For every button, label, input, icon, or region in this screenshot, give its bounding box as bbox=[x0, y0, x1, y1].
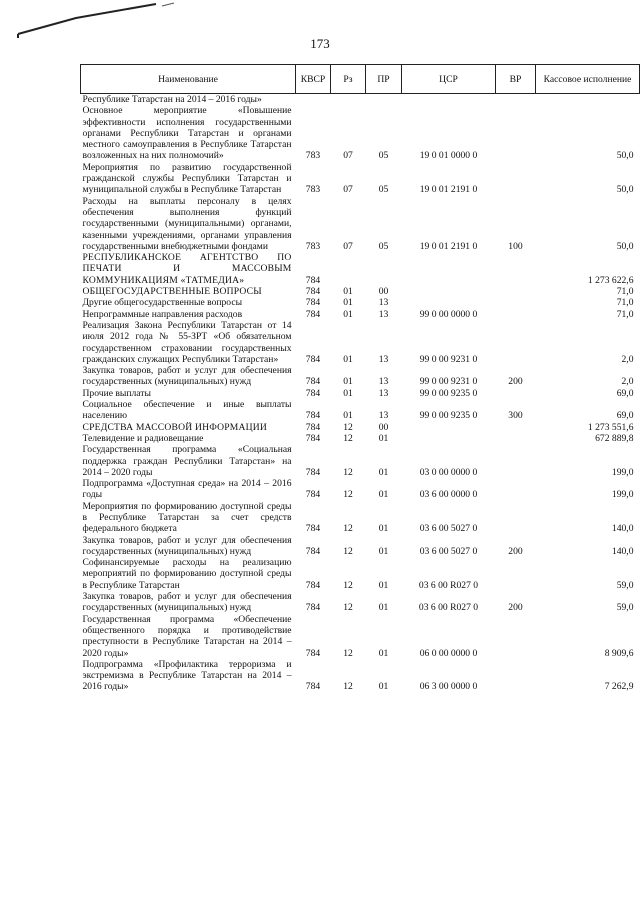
cell-vr bbox=[496, 94, 536, 106]
cell-amount: 8 909,6 bbox=[604, 647, 634, 659]
cell-kvsr: 784 bbox=[305, 308, 321, 320]
table-row bbox=[81, 614, 640, 659]
cell-rz: 12 bbox=[343, 681, 353, 693]
cell-amount: 2,0 bbox=[621, 376, 634, 388]
table-row bbox=[81, 478, 640, 501]
cell-rz: 12 bbox=[343, 489, 353, 501]
cell-rz: 01 bbox=[343, 387, 353, 399]
cell-kvsr: 784 bbox=[305, 602, 321, 614]
cell-name: Другие общегосударственные вопросы bbox=[82, 297, 243, 309]
budget-table bbox=[80, 64, 640, 693]
cell-kvsr: 783 bbox=[305, 184, 321, 196]
cell-kvsr: 784 bbox=[305, 523, 321, 535]
cell-vr bbox=[496, 557, 536, 591]
cell-amount: 50,0 bbox=[616, 150, 634, 162]
cell-vr: 200 bbox=[508, 376, 523, 388]
header-pr: ПР bbox=[366, 65, 402, 94]
table-row bbox=[81, 591, 640, 614]
table-row bbox=[81, 309, 640, 320]
cell-kvsr: 784 bbox=[305, 681, 321, 693]
cell-vr: 200 bbox=[508, 545, 523, 557]
cell-name: Закупка товаров, работ и услуг для обеспечения государственных (муниципальных) нужд bbox=[82, 591, 292, 614]
cell-amount: 50,0 bbox=[616, 240, 634, 252]
cell-vr bbox=[496, 162, 536, 196]
cell-csr: 03 6 00 5027 0 bbox=[419, 545, 478, 557]
header-amount: Кассовое исполнение bbox=[536, 65, 640, 94]
table-row bbox=[81, 94, 640, 106]
table-row bbox=[81, 297, 640, 308]
cell-pr: 00 bbox=[378, 421, 389, 433]
cell-name: Мероприятия по формированию доступной среды в Республике Татарстан за счет средств федерального бюджета bbox=[82, 500, 292, 535]
cell-name: Прочие выплаты bbox=[82, 387, 151, 399]
cell-name: Закупка товаров, работ и услуг для обеспечения государственных (муниципальных) нужд bbox=[82, 365, 292, 388]
cell-rz: 12 bbox=[343, 523, 353, 535]
cell-csr: 06 3 00 0000 0 bbox=[419, 681, 478, 693]
cell-kvsr: 784 bbox=[305, 421, 321, 433]
cell-pr bbox=[366, 252, 402, 286]
cell-csr: 19 0 01 2191 0 bbox=[419, 240, 478, 252]
cell-pr: 13 bbox=[378, 410, 389, 422]
cell-csr bbox=[402, 422, 496, 433]
cell-csr: 99 0 00 0000 0 bbox=[419, 308, 478, 320]
cell-vr bbox=[496, 297, 536, 308]
cell-vr bbox=[496, 501, 536, 535]
cell-rz: 07 bbox=[343, 184, 353, 196]
cell-amount: 1 273 551,6 bbox=[587, 421, 634, 433]
cell-kvsr: 784 bbox=[305, 647, 321, 659]
table-row bbox=[81, 286, 640, 297]
table-row bbox=[81, 196, 640, 252]
scan-artifact-line bbox=[16, 0, 216, 40]
cell-vr bbox=[496, 614, 536, 659]
cell-pr: 01 bbox=[378, 523, 389, 535]
cell-csr bbox=[402, 94, 496, 106]
cell-csr: 03 0 00 0000 0 bbox=[419, 466, 478, 478]
cell-rz: 01 bbox=[343, 297, 353, 309]
cell-pr: 05 bbox=[378, 150, 389, 162]
cell-kvsr bbox=[296, 94, 331, 106]
cell-name: Основное мероприятие «Повышение эффективности исполнения государственными органами Республики Татарстан и органами местного самоуправления в Республике Татарстан возложенных на них полномочий» bbox=[82, 105, 292, 162]
cell-pr: 05 bbox=[378, 240, 389, 252]
cell-rz: 01 bbox=[343, 308, 353, 320]
table-row bbox=[81, 162, 640, 196]
cell-rz: 07 bbox=[343, 240, 353, 252]
cell-pr: 01 bbox=[378, 681, 389, 693]
cell-pr: 01 bbox=[378, 647, 389, 659]
cell-pr: 01 bbox=[378, 579, 389, 591]
cell-amount: 2,0 bbox=[621, 353, 634, 365]
cell-vr bbox=[496, 444, 536, 478]
table-row bbox=[81, 557, 640, 591]
cell-csr: 03 6 00 R027 0 bbox=[418, 602, 479, 614]
cell-kvsr: 784 bbox=[305, 297, 321, 309]
cell-kvsr: 784 bbox=[305, 286, 321, 298]
cell-rz: 12 bbox=[343, 421, 353, 433]
cell-pr: 01 bbox=[378, 545, 389, 557]
cell-name: СРЕДСТВА МАССОВОЙ ИНФОРМАЦИИ bbox=[82, 421, 268, 433]
cell-name: Расходы на выплаты персоналу в целях обеспечения выполнения функций государственными (муниципальными) органами, казенными учреждениями, органами управления государственными внебюджетными фондами bbox=[82, 195, 292, 252]
cell-rz: 12 bbox=[343, 579, 353, 591]
cell-amount: 140,0 bbox=[611, 545, 634, 557]
cell-name: Государственная программа «Обеспечение общественного порядка и противодействие преступности в Республике Татарстан на 2014 – 2020 годы» bbox=[82, 613, 292, 659]
cell-kvsr: 784 bbox=[305, 466, 321, 478]
cell-name: Государственная программа «Социальная поддержка граждан Республики Татарстан» на 2014 – 2020 годы bbox=[82, 444, 292, 478]
cell-amount: 1 273 622,6 bbox=[587, 274, 634, 286]
cell-rz: 12 bbox=[343, 466, 353, 478]
table-row bbox=[81, 388, 640, 399]
cell-kvsr: 784 bbox=[305, 353, 321, 365]
cell-kvsr: 784 bbox=[305, 387, 321, 399]
cell-rz: 12 bbox=[343, 545, 353, 557]
table-row bbox=[81, 320, 640, 365]
cell-amount: 199,0 bbox=[611, 489, 634, 501]
cell-pr: 05 bbox=[378, 184, 389, 196]
cell-vr bbox=[496, 309, 536, 320]
cell-name: Закупка товаров, работ и услуг для обеспечения государственных (муниципальных) нужд bbox=[82, 534, 292, 557]
cell-amount: 69,0 bbox=[616, 387, 634, 399]
header-rz: Рз bbox=[331, 65, 366, 94]
cell-vr bbox=[496, 433, 536, 444]
header-name: Наименование bbox=[81, 65, 296, 94]
cell-rz: 12 bbox=[343, 647, 353, 659]
cell-rz: 12 bbox=[343, 432, 353, 444]
cell-vr bbox=[496, 105, 536, 161]
cell-amount bbox=[536, 94, 640, 106]
cell-rz: 07 bbox=[343, 150, 353, 162]
cell-kvsr: 783 bbox=[305, 150, 321, 162]
cell-kvsr: 784 bbox=[305, 545, 321, 557]
cell-pr: 13 bbox=[378, 308, 389, 320]
cell-csr: 06 0 00 0000 0 bbox=[419, 647, 478, 659]
cell-rz: 01 bbox=[343, 353, 353, 365]
table-row bbox=[81, 535, 640, 558]
cell-kvsr: 784 bbox=[305, 274, 321, 286]
cell-amount: 140,0 bbox=[611, 523, 634, 535]
table-row bbox=[81, 365, 640, 388]
cell-pr: 01 bbox=[378, 602, 389, 614]
table-row bbox=[81, 501, 640, 535]
cell-amount: 71,0 bbox=[616, 297, 634, 309]
table-header-row bbox=[81, 65, 640, 94]
cell-name: Социальное обеспечение и иные выплаты населению bbox=[82, 399, 292, 422]
cell-name: Подпрограмма «Профилактика терроризма и экстремизма в Республике Татарстан на 2014 – 2016 годы» bbox=[82, 658, 292, 693]
table-row bbox=[81, 422, 640, 433]
cell-csr bbox=[402, 286, 496, 297]
cell-csr: 03 6 00 R027 0 bbox=[418, 579, 479, 591]
cell-amount: 672 889,8 bbox=[595, 432, 634, 444]
cell-csr bbox=[402, 433, 496, 444]
cell-pr: 13 bbox=[378, 387, 389, 399]
table-body bbox=[81, 94, 640, 693]
cell-amount: 50,0 bbox=[616, 184, 634, 196]
header-vr: ВР bbox=[496, 65, 536, 94]
cell-name: Реализация Закона Республики Татарстан от 14 июля 2012 года № 55-ЗРТ «Об обязательном государственном страховании государственных гражданских служащих Республики Татарстан» bbox=[82, 319, 292, 365]
cell-csr: 19 0 01 0000 0 bbox=[419, 150, 478, 162]
cell-name: Софинансируемые расходы на реализацию мероприятий по формированию доступной среды в Республике Татарстан bbox=[82, 557, 292, 591]
cell-kvsr: 784 bbox=[305, 410, 321, 422]
cell-pr: 13 bbox=[378, 353, 389, 365]
cell-pr: 01 bbox=[378, 432, 389, 444]
cell-csr: 99 0 00 9231 0 bbox=[419, 353, 478, 365]
cell-csr bbox=[402, 297, 496, 308]
cell-vr: 100 bbox=[508, 240, 523, 252]
cell-vr bbox=[496, 478, 536, 501]
cell-pr: 13 bbox=[378, 297, 389, 309]
cell-name: Республике Татарстан на 2014 – 2016 годы» bbox=[82, 94, 262, 105]
cell-name: Телевидение и радиовещание bbox=[82, 432, 204, 444]
cell-name: Мероприятия по развитию государственной гражданской службы Республики Татарстан и муниципальной службы в Республике Татарстан bbox=[82, 161, 292, 196]
cell-vr bbox=[496, 659, 536, 693]
cell-amount: 69,0 bbox=[616, 410, 634, 422]
cell-amount: 71,0 bbox=[616, 286, 634, 298]
header-kvsr: КВСР bbox=[296, 65, 331, 94]
cell-csr: 99 0 00 9235 0 bbox=[419, 410, 478, 422]
cell-pr bbox=[366, 94, 402, 106]
cell-kvsr: 783 bbox=[305, 240, 321, 252]
cell-vr bbox=[496, 422, 536, 433]
table-row bbox=[81, 433, 640, 444]
cell-rz: 01 bbox=[343, 286, 353, 298]
cell-csr bbox=[402, 252, 496, 286]
cell-kvsr: 784 bbox=[305, 376, 321, 388]
cell-rz bbox=[331, 252, 366, 286]
cell-amount: 59,0 bbox=[616, 579, 634, 591]
cell-amount: 71,0 bbox=[616, 308, 634, 320]
cell-name: Непрограммные направления расходов bbox=[82, 308, 243, 320]
cell-csr: 99 0 00 9235 0 bbox=[419, 387, 478, 399]
cell-pr: 00 bbox=[378, 286, 389, 298]
cell-name: РЕСПУБЛИКАНСКОЕ АГЕНТСТВО ПО ПЕЧАТИ И МАССОВЫМ КОММУНИКАЦИЯМ «ТАТМЕДИА» bbox=[82, 252, 292, 286]
table-row bbox=[81, 399, 640, 422]
cell-pr: 01 bbox=[378, 489, 389, 501]
cell-csr: 03 6 00 5027 0 bbox=[419, 523, 478, 535]
cell-vr bbox=[496, 286, 536, 297]
cell-kvsr: 784 bbox=[305, 489, 321, 501]
cell-amount: 59,0 bbox=[616, 602, 634, 614]
cell-csr: 99 0 00 9231 0 bbox=[419, 376, 478, 388]
table-row bbox=[81, 659, 640, 693]
table-row bbox=[81, 444, 640, 478]
page-number: 173 bbox=[310, 36, 330, 51]
cell-vr bbox=[496, 252, 536, 286]
cell-pr: 01 bbox=[378, 466, 389, 478]
cell-amount: 7 262,9 bbox=[604, 681, 634, 693]
cell-rz: 01 bbox=[343, 376, 353, 388]
cell-amount: 199,0 bbox=[611, 466, 634, 478]
header-csr: ЦСР bbox=[402, 65, 496, 94]
cell-vr bbox=[496, 388, 536, 399]
cell-rz: 01 bbox=[343, 410, 353, 422]
table-row bbox=[81, 105, 640, 161]
cell-kvsr: 784 bbox=[305, 432, 321, 444]
cell-pr: 13 bbox=[378, 376, 389, 388]
cell-csr: 19 0 01 2191 0 bbox=[419, 184, 478, 196]
cell-vr: 200 bbox=[508, 602, 523, 614]
cell-rz bbox=[331, 94, 366, 106]
cell-kvsr: 784 bbox=[305, 579, 321, 591]
cell-name: ОБЩЕГОСУДАРСТВЕННЫЕ ВОПРОСЫ bbox=[82, 286, 262, 298]
cell-csr: 03 6 00 0000 0 bbox=[419, 489, 478, 501]
cell-vr bbox=[496, 320, 536, 365]
cell-vr: 300 bbox=[508, 410, 523, 422]
cell-name: Подпрограмма «Доступная среда» на 2014 – 2016 годы bbox=[82, 478, 292, 501]
table-row bbox=[81, 252, 640, 286]
cell-rz: 12 bbox=[343, 602, 353, 614]
